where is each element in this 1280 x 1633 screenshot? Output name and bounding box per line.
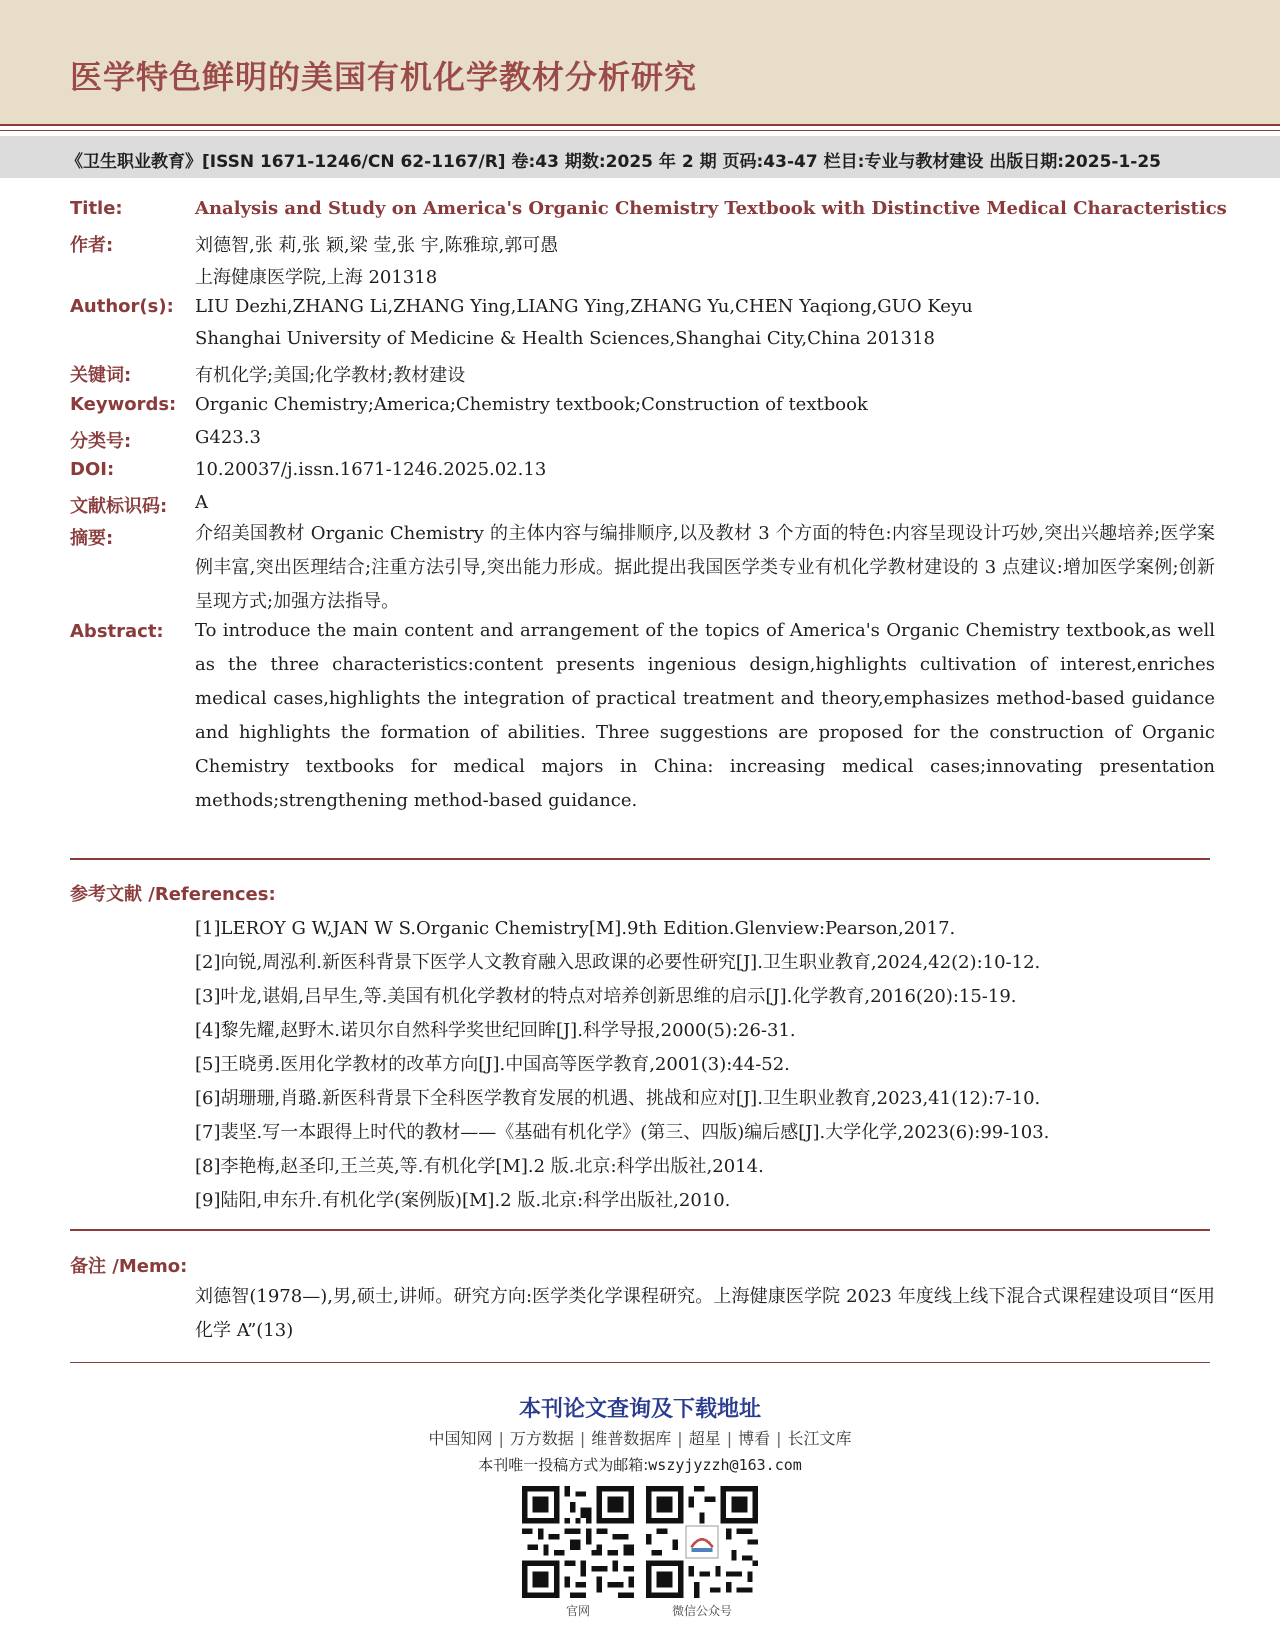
reference-item: [2]向锐,周泓利.新医科背景下医学人文教育融入思政课的必要性研究[J].卫生职业教育,2024,42(2):10-12. — [195, 952, 1041, 973]
authors-label: 作者: — [70, 235, 114, 256]
database-link[interactable]: 超星 — [688, 1429, 721, 1448]
divider-footer — [70, 1362, 1210, 1363]
database-link[interactable]: 长江文库 — [787, 1429, 852, 1448]
email-prefix: 本刊唯一投稿方式为邮箱: — [478, 1456, 649, 1474]
title-label: Title: — [70, 198, 123, 219]
divider-references — [70, 858, 1210, 860]
separator: | — [677, 1429, 683, 1448]
qr-code-wechat-icon[interactable] — [646, 1486, 758, 1598]
separator: | — [498, 1429, 504, 1448]
classification-label: 分类号: — [70, 431, 132, 452]
authors-en: LIU Dezhi,ZHANG Li,ZHANG Ying,LIANG Ying,ZHANG Yu,CHEN Yaqiong,GUO Keyu — [195, 296, 973, 317]
reference-item: [9]陆阳,申东升.有机化学(案例版)[M].2 版.北京:科学出版社,2010. — [195, 1190, 731, 1211]
footer-heading: 本刊论文查询及下载地址 — [518, 1397, 761, 1422]
abstract-cn: 介绍美国教材 Organic Chemistry 的主体内容与编排顺序,以及教材 3 个方面的特色:内容呈现设计巧妙,突出兴趣培养;医学案例丰富,突出医理结合;注重方法引导,突出能力形成。据此提出我国医学类专业有机化学教材建设的 3 点建议:增加医学案例;创新呈现方式;加强方法指导。 — [195, 523, 1215, 612]
divider-memo — [70, 1229, 1210, 1231]
submission-email[interactable]: wszyjyzzh@163.com — [648, 1456, 802, 1474]
separator: | — [579, 1429, 586, 1448]
memo-heading: 备注 /Memo: — [70, 1256, 188, 1277]
keywords-en-label: Keywords: — [70, 394, 177, 415]
doi-value[interactable]: 10.20037/j.issn.1671-1246.2025.02.13 — [195, 459, 547, 480]
authors-cn: 刘德智,张 莉,张 颖,梁 莹,张 宇,陈雅琼,郭可愚 — [195, 235, 559, 256]
classification-number: G423.3 — [195, 427, 261, 448]
reference-item: [1]LEROY G W,JAN W S.Organic Chemistry[M].9th Edition.Glenview:Pearson,2017. — [195, 918, 956, 939]
document-code: A — [195, 492, 208, 513]
database-links — [0, 1426, 1280, 1449]
keywords-en: Organic Chemistry;America;Chemistry textbook;Construction of textbook — [195, 394, 868, 415]
keywords-cn-label: 关键词: — [70, 365, 132, 386]
qr-code-website-icon[interactable] — [522, 1486, 634, 1598]
reference-item: [7]裴坚.写一本跟得上时代的教材——《基础有机化学》(第三、四版)编后感[J].大学化学,2023(6):99-103. — [195, 1122, 1050, 1143]
database-link[interactable]: 维普数据库 — [591, 1429, 672, 1448]
reference-item: [4]黎先耀,赵野木.诺贝尔自然科学奖世纪回眸[J].科学导报,2000(5):26-31. — [195, 1020, 796, 1041]
english-title: Analysis and Study on America's Organic Chemistry Textbook with Distinctive Medical Characteristics — [195, 198, 1227, 219]
abstract-cn-label: 摘要: — [70, 528, 114, 549]
memo-text: 刘德智(1978—),男,硕士,讲师。研究方向:医学类化学课程研究。上海健康医学院 2023 年度线上线下混合式课程建设项目“医用化学 A”(13) — [195, 1286, 1215, 1341]
references-list — [195, 912, 1235, 1218]
doi-label: DOI: — [70, 459, 115, 480]
references-heading: 参考文献 /References: — [70, 884, 276, 905]
qr-caption-wechat: 微信公众号 — [671, 1604, 732, 1618]
reference-item: [3]叶龙,谌娟,吕早生,等.美国有机化学教材的特点对培养创新思维的启示[J].化学教育,2016(20):15-19. — [195, 986, 1017, 1007]
reference-item: [6]胡珊珊,肖璐.新医科背景下全科医学教育发展的机遇、挑战和应对[J].卫生职业教育,2023,41(12):7-10. — [195, 1088, 1041, 1109]
abstract-en-label: Abstract: — [70, 621, 164, 642]
header-rule-top — [0, 124, 1280, 126]
abstract-en: To introduce the main content and arrangement of the topics of America's Organic Chemistry textbook,as well as the three characteristics:content presents ingenious design,highlights cultivation of interest,enriches medical cases,highlights the integration of practical treatment and theory,emphasizes method-based guidance and highlights the formation of abilities. Three suggestions are proposed for the construction of Organic Chemistry textbooks for medical majors in China: increasing medical cases;innovating presentation methods;strengthening method-based guidance. — [195, 620, 1215, 811]
database-link[interactable]: 万方数据 — [509, 1429, 574, 1448]
separator: | — [726, 1429, 733, 1448]
citation-meta-line: 《卫生职业教育》[ISSN 1671-1246/CN 62-1167/R] 卷:43 期数:2025 年 2 期 页码:43-47 栏目:专业与教材建设 出版日期:2025-1-25 — [66, 152, 1161, 172]
affiliation-cn: 上海健康医学院,上海 201318 — [195, 267, 438, 288]
keywords-cn: 有机化学;美国;化学教材;教材建设 — [195, 365, 466, 386]
separator: | — [776, 1429, 782, 1448]
reference-item: [8]李艳梅,赵圣印,王兰英,等.有机化学[M].2 版.北京:科学出版社,2014. — [195, 1156, 764, 1177]
affiliation-en: Shanghai University of Medicine & Health Sciences,Shanghai City,China 201318 — [195, 328, 935, 349]
reference-item: [5]王晓勇.医用化学教材的改革方向[J].中国高等医学教育,2001(3):44-52. — [195, 1054, 790, 1075]
page-title: 医学特色鲜明的美国有机化学教材分析研究 — [70, 58, 698, 96]
authors-en-label: Author(s): — [70, 296, 174, 317]
header-rule-bottom — [0, 130, 1280, 131]
submission-email-line — [0, 1454, 1280, 1475]
document-code-label: 文献标识码: — [70, 496, 168, 517]
database-link[interactable]: 中国知网 — [428, 1429, 493, 1448]
database-link[interactable]: 博看 — [738, 1429, 771, 1448]
qr-caption-website: 官网 — [565, 1604, 590, 1618]
